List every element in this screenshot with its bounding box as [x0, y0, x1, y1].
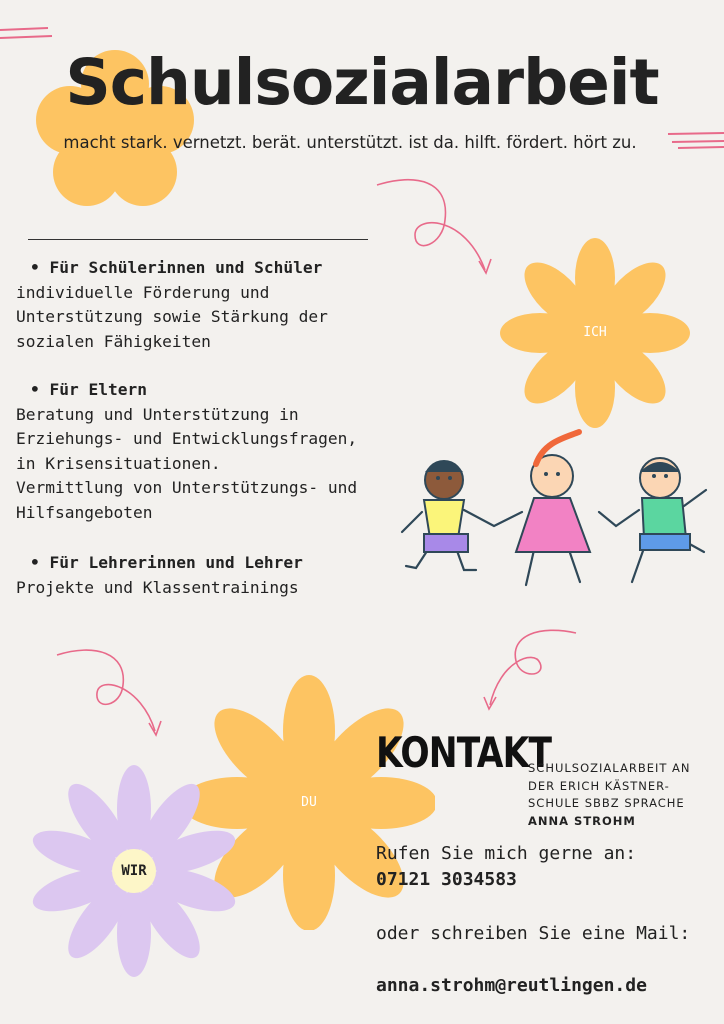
- section-line: sozialen Fähigkeiten: [16, 331, 211, 351]
- curly-arrow-right-icon: [480, 625, 580, 715]
- section-line: Hilfsangeboten: [16, 502, 153, 522]
- org-contact-name: ANNA STROHM: [528, 813, 636, 828]
- children-illustration: [394, 420, 720, 590]
- contact-organization: [528, 760, 718, 830]
- page-title: Schulsozialarbeit: [65, 46, 659, 119]
- section-line: Unterstützung sowie Stärkung der: [16, 307, 328, 327]
- call-prompt: Rufen Sie mich gerne an:: [376, 843, 637, 864]
- section-teachers: [16, 551, 406, 600]
- section-line: in Krisensituationen.: [16, 453, 221, 473]
- phone-number[interactable]: 07121 3034583: [376, 869, 517, 890]
- flower-label-wir: WIR: [121, 863, 147, 879]
- section-line: Erziehungs- und Entwicklungsfragen,: [16, 429, 358, 449]
- org-line: SCHULSOZIALARBEIT AN: [528, 761, 691, 775]
- divider-line: [28, 239, 368, 240]
- org-line: DER ERICH KÄSTNER-: [528, 778, 670, 793]
- section-line: Projekte und Klassentrainings: [16, 577, 299, 597]
- section-line: individuelle Förderung und: [16, 282, 270, 302]
- page-tagline: macht stark. vernetzt. berät. unterstützt. ist da. hilft. fördert. hört zu.: [63, 133, 637, 152]
- section-heading: • Für Eltern: [16, 378, 406, 403]
- section-students: [16, 256, 406, 354]
- section-line: Beratung und Unterstützung in: [16, 404, 299, 424]
- flower-label-ich: ICH: [583, 325, 607, 340]
- section-heading: • Für Schülerinnen und Schüler: [16, 256, 406, 281]
- flower-label-du: DU: [301, 795, 317, 810]
- section-parents: [16, 378, 406, 526]
- section-heading: • Für Lehrerinnen und Lehrer: [16, 551, 406, 576]
- curly-arrow-left-icon: [55, 645, 165, 740]
- contact-heading: KONTAKT: [376, 728, 552, 777]
- email-address[interactable]: anna.strohm@reutlingen.de: [376, 975, 647, 996]
- mail-prompt: oder schreiben Sie eine Mail:: [376, 923, 691, 944]
- org-line: SCHULE SBBZ SPRACHE: [528, 796, 685, 810]
- section-line: Vermittlung von Unterstützungs- und: [16, 478, 358, 498]
